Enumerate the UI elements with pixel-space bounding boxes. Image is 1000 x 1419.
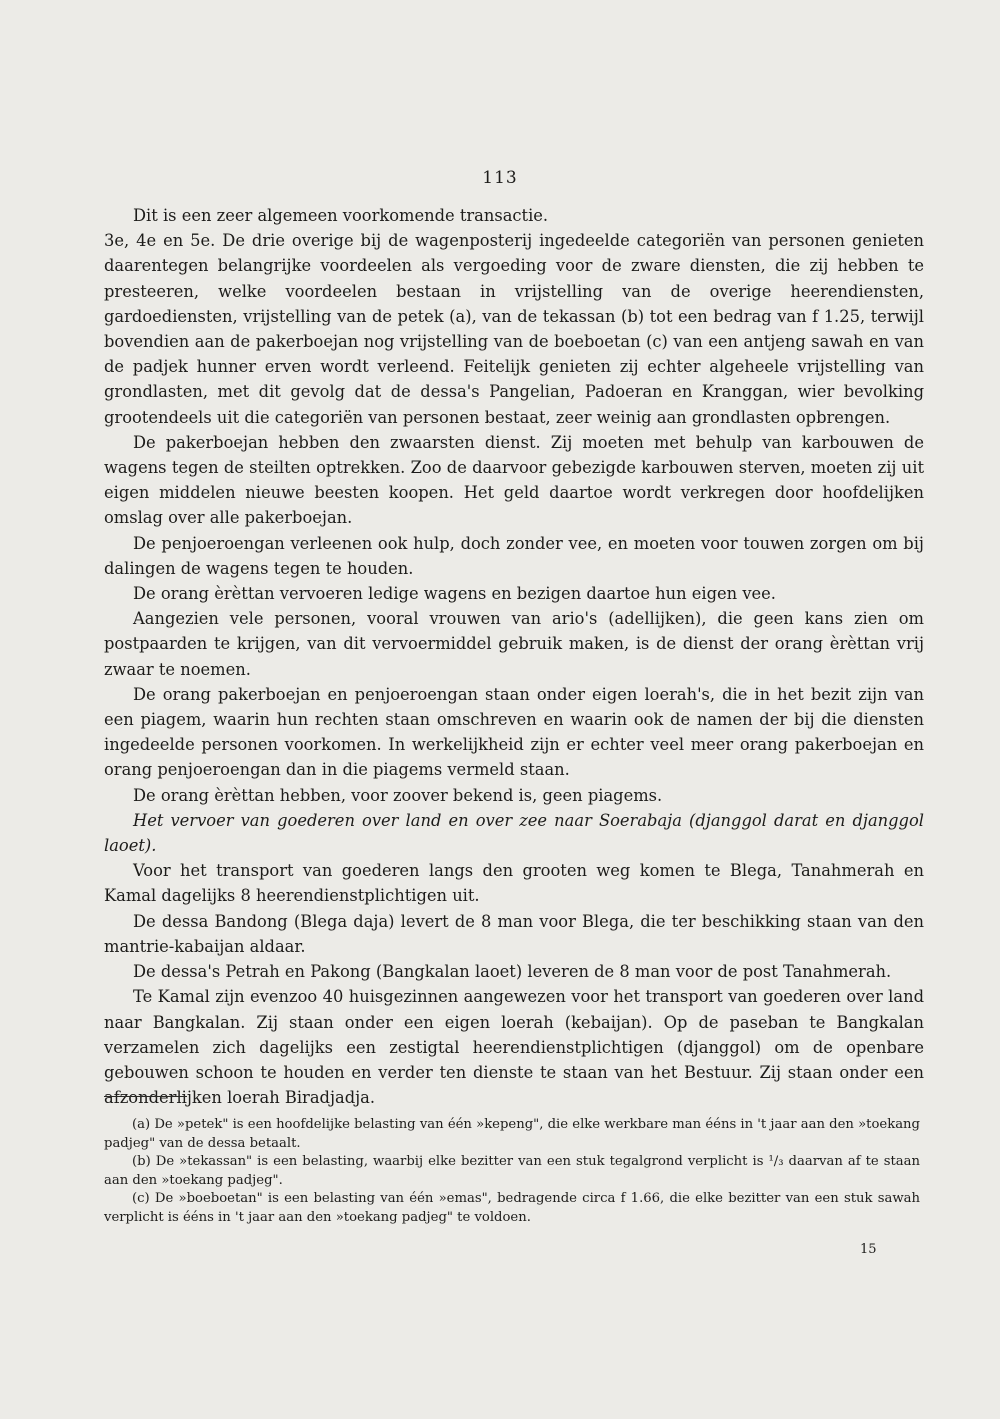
footnote-divider bbox=[104, 1096, 187, 1097]
paragraph-4: De penjoeroengan verleenen ook hulp, doch zonder vee, en moeten voor touwen zorgen om bij dalingen de wagens tegen te houden. bbox=[104, 533, 924, 578]
body-text bbox=[104, 203, 924, 1110]
paragraph-2-text: De drie overige bij de wagenposterij ingedeelde categoriën van personen genieten daarentegen belangrijke voordeelen als vergoeding voor de zware diensten, die zij hebben te presteeren, welke voordeelen bestaan in vrijstelling van de overige heerendiensten, gardoediensten, vrijstelling van de petek (a), van de tekassan (b) tot een bedrag van f 1.25, terwijl bovendien aan de pakerboejan nog vrijstelling van de boeboetan (c) van een antjeng sawah en van de padjek hunner erven wordt verleend. Feitelijk genieten zij echter algeheele vrijstelling van grondlasten, met dit gevolg dat de dessa's Pangelian, Padoeran en Kranggan, wier bevolking grootendeels uit die categoriën van personen bestaat, zeer weinig aan grondlasten opbrengen. bbox=[104, 231, 924, 427]
page-number: 113 bbox=[482, 168, 518, 188]
footnotes bbox=[104, 1116, 920, 1228]
paragraph-7: De orang pakerboejan en penjoeroengan staan onder eigen loerah's, die in het bezit zijn van een piagem, waarin hun rechten staan omschreven en waarin ook de namen der bij die diensten ingedeelde personen voorkomen. In werkelijkheid zijn er echter veel meer orang pakerboejan en orang penjoeroengan dan in die piagems vermeld staan. bbox=[104, 684, 924, 780]
footnote-a: (a) De »petek" is een hoofdelijke belasting van één »kepeng", die elke werkbare man ééns in 't jaar aan den »toekang padjeg" van de dessa betaalt. bbox=[104, 1117, 920, 1151]
paragraph-2 bbox=[104, 228, 924, 430]
paragraph-1: Dit is een zeer algemeen voorkomende transactie. bbox=[133, 206, 549, 225]
paragraph-10: De dessa Bandong (Blega daja) levert de 8 man voor Blega, die ter beschikking staan van den mantrie-kabaijan aldaar. bbox=[104, 911, 924, 956]
paragraph-5: De orang èrèttan vervoeren ledige wagens en bezigen daartoe hun eigen vee. bbox=[133, 584, 776, 604]
paragraph-2-lead: 3e, 4e en 5e. bbox=[104, 231, 216, 251]
paragraph-9: Voor het transport van goederen langs den grooten weg komen te Blega, Tanahmerah en Kamal dagelijks 8 heerendienstplichtigen uit. bbox=[104, 861, 924, 906]
paragraph-11: De dessa's Petrah en Pakong (Bangkalan laoet) leveren de 8 man voor de post Tanahmerah. bbox=[133, 962, 892, 982]
paragraph-8: De orang èrèttan hebben, voor zoover bekend is, geen piagems. bbox=[133, 785, 663, 805]
footnote-b: (b) De »tekassan" is een belasting, waarbij elke bezitter van een stuk tegalgrond verplicht is ¹/₃ daarvan af te staan aan den »toekang padjeg". bbox=[104, 1154, 920, 1188]
paragraph-3: De pakerboejan hebben den zwaarsten dienst. Zij moeten met behulp van karbouwen de wagens tegen de steilten optrekken. Zoo de daarvoor gebezigde karbouwen sterven, moeten zij uit eigen middelen nieuwe beesten koopen. Het geld daartoe wordt verkregen door hoofdelijken omslag over alle pakerboejan. bbox=[104, 432, 924, 528]
signature-mark: 15 bbox=[860, 1242, 877, 1257]
section-heading: Het vervoer van goederen over land en over zee naar Soerabaja (djanggol darat en djanggol laoet). bbox=[104, 810, 924, 856]
paragraph-12: Te Kamal zijn evenzoo 40 huisgezinnen aangewezen voor het transport van goederen over land naar Bangkalan. Zij staan onder een eigen loerah (kebaijan). Op de paseban te Bangkalan verzamelen zich dagelijks een zestigtal heerendienstplichtigen (djanggol) om de openbare gebouwen schoon te houden en verder ten dienste te staan van het Bestuur. Zij staan onder een afzonderlijken loerah Biradjadja. bbox=[104, 987, 924, 1108]
paragraph-6: Aangezien vele personen, vooral vrouwen van ario's (adellijken), die geen kans zien om postpaarden te krijgen, van dit vervoermiddel gebruik maken, is de dienst der orang èrèttan vrij zwaar te noemen. bbox=[104, 609, 924, 679]
footnote-c: (c) De »boeboetan" is een belasting van één »emas", bedragende circa f 1.66, die elke bezitter van een stuk sawah verplicht is ééns in 't jaar aan den »toekang padjeg" te voldoen. bbox=[104, 1191, 920, 1225]
